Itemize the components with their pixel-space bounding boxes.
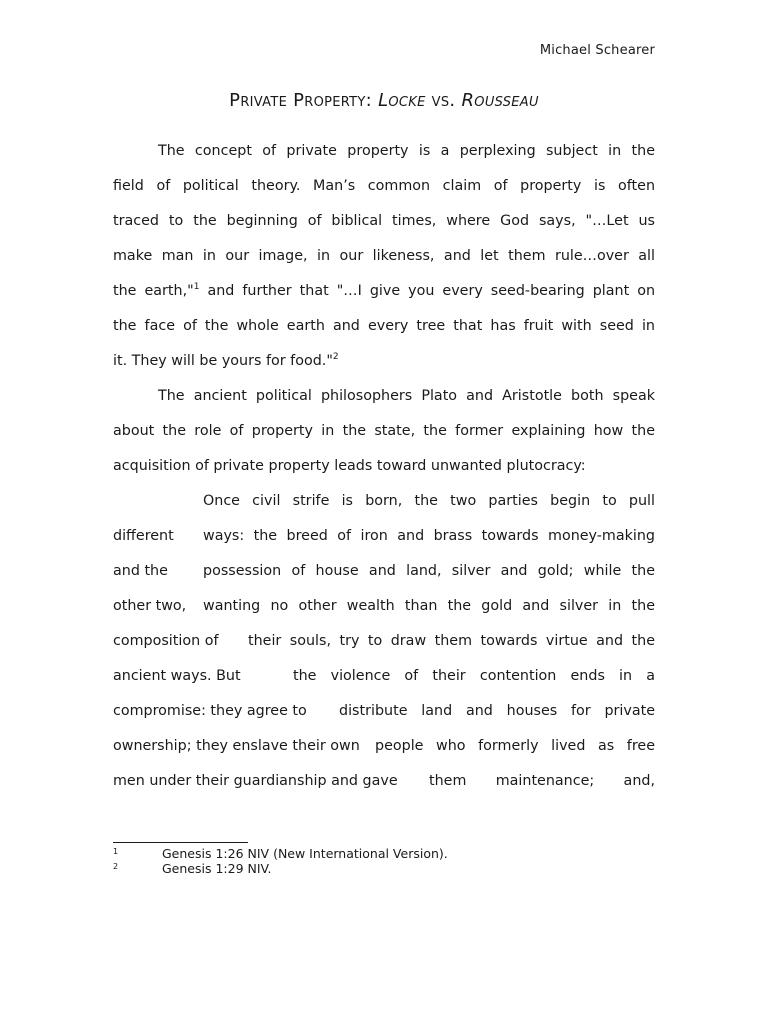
quote-fragment: wanting no other wealth than the gold and silver in the — [203, 598, 655, 614]
quote-line — [113, 764, 655, 799]
quote-line — [113, 659, 655, 694]
quote-fragment: other two, — [113, 598, 187, 614]
quote-line: Once civil strife is born, the two parties begin to pull — [203, 493, 655, 509]
paragraph-line: about the role of property in the state, the former explaining how the — [113, 423, 655, 439]
quote-fragment: ancient ways. But — [113, 668, 241, 684]
paragraph-line: The concept of private property is a perplexing subject in the — [158, 143, 655, 159]
quote-line — [113, 589, 655, 624]
quote-line — [113, 554, 655, 589]
quote-line — [113, 519, 655, 554]
quote-fragment: compromise: they agree to — [113, 703, 307, 719]
quote-line — [113, 694, 655, 729]
paragraph-line: the face of the whole earth and every tree that has fruit with seed in — [113, 318, 655, 334]
footnote-text: Genesis 1:29 NIV. — [162, 861, 272, 876]
quote-fragment: ownership; they enslave their own — [113, 738, 360, 754]
footnote-text: Genesis 1:26 NIV (New International Version). — [162, 846, 448, 861]
quote-fragment: people who formerly lived as free — [375, 738, 655, 754]
quote-fragment: ways: the breed of iron and brass towards money-making — [203, 528, 655, 544]
quote-fragment: possession of house and land, silver and gold; while the — [203, 563, 655, 579]
footnote-number: 2 — [113, 862, 119, 871]
line-text: it. They will be yours for food." — [113, 353, 333, 369]
quote-fragment: and the — [113, 563, 168, 579]
paragraph-line — [113, 274, 655, 309]
paragraph-line: The ancient political philosophers Plato and Aristotle both speak — [158, 388, 655, 404]
author-name: Michael Schearer — [539, 43, 655, 58]
footnote-ref-2[interactable]: 2 — [332, 352, 339, 362]
quote-line — [113, 729, 655, 764]
footnote-separator — [113, 842, 248, 843]
title-part-private-property: Private Property: — [229, 90, 373, 111]
line-text: and further that "…I give you every seed-bearing plant on — [199, 283, 656, 299]
paragraph-line — [113, 344, 655, 379]
line-text: the earth," — [113, 283, 194, 299]
quote-fragment: composition of — [113, 633, 219, 649]
quote-line — [113, 624, 655, 659]
paragraph-line: field of political theory. Man’s common claim of property is often — [113, 178, 655, 194]
title-part-rousseau: Rousseau — [461, 90, 539, 111]
footnote-number: 1 — [113, 847, 119, 856]
paragraph-line: traced to the beginning of biblical times, where God says, "…Let us — [113, 213, 655, 229]
quote-fragment: men under their guardianship and gave — [113, 773, 398, 789]
quote-fragment: them maintenance; and, — [429, 773, 655, 789]
quote-fragment: their souls, try to draw them towards virtue and the — [248, 633, 655, 649]
quote-fragment: the violence of their contention ends in a — [293, 668, 655, 684]
page-title — [0, 90, 768, 111]
title-part-locke: Locke — [378, 90, 426, 111]
body-text — [113, 134, 655, 799]
footnote-ref-1[interactable]: 1 — [193, 282, 200, 292]
quote-fragment: distribute land and houses for private — [339, 703, 655, 719]
quote-fragment: different — [113, 528, 174, 544]
paragraph-line: acquisition of private property leads toward unwanted plutocracy: — [113, 458, 586, 474]
title-part-vs: vs. — [431, 90, 456, 111]
paragraph-line: make man in our image, in our likeness, and let them rule…over all — [113, 248, 655, 264]
